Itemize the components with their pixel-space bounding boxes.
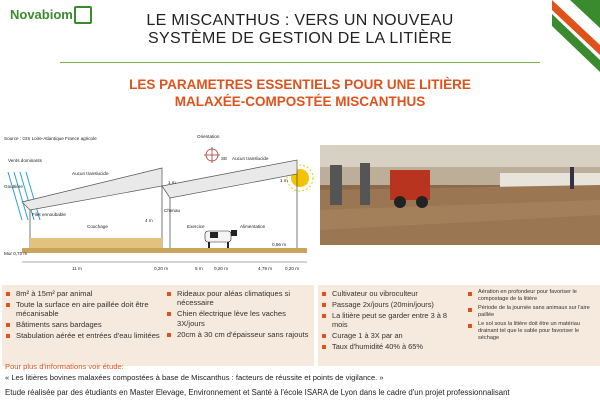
diagram-mur: Mur 0,70 m [4,251,28,256]
subtitle-line-1: LES PARAMETRES ESSENTIELS POUR UNE LITIÈRE [129,77,471,92]
diagram-dim-2: 0,20 m [154,266,169,271]
page-title [95,12,505,48]
diagram-dim-4: 0,20 m [214,266,229,271]
diagram-1m-right: 1 m [280,178,288,183]
title-line-1: LE MISCANTHUS : VERS UN NOUVEAU [146,12,454,29]
list-item: Période de la journée sans animaux sur l'aire paillée [468,305,598,319]
title-line-2: SYSTÈME DE GESTION DE LA LITIÈRE [148,30,452,47]
diagram-dim-3: 5 m [195,266,203,271]
list-item: Passage 2x/jours (20min/jours) [322,300,462,309]
brand-name: Novabiom [10,7,73,22]
diagram-alimentation: Alimentation [240,224,266,229]
list-item: 8m² à 15m² par animal [6,289,161,298]
list-item: Cultivateur ou vibroculteur [322,289,462,298]
diagram-exercice: Exercice [187,224,205,229]
list-item: Stabulation aérée et entrées d'eau limitées [6,331,161,340]
diagram-filet: Filet ennoubable [32,212,66,217]
footer-credit: Etude réalisée par des étudiants en Master Elevage, Environnement et Santé à l'école ISARA de Lyon dans le cadre d'un projet professionnalisant [5,388,510,397]
diagram-translucide-left: Aucun translucide [72,171,109,176]
parameters-box-3 [318,285,466,366]
diagram-source: Source : GIS Loire-Atlantique France agricole [4,136,97,141]
diagram-dim-1: 11 m [72,266,82,271]
diagram-translucide-right: Aucun translucide [232,156,269,161]
barn-diagram [2,130,317,275]
list-item: Aération en profondeur pour favoriser le compostage de la litière [468,289,598,303]
parameters-box-2 [163,285,314,366]
list-item: Bâtiments sans bardages [6,320,161,329]
cow-icon [205,230,237,248]
list-item: Le sol sous la litière doit être un matériau drainant tel que le sable pour favoriser le séchage [468,321,598,342]
brand-logo [4,4,94,26]
list-item: 20cm à 30 cm d'épaisseur sans rajouts [167,330,310,339]
diagram-chenau: Chenau [164,208,181,213]
diagram-056: 0,56 m [272,242,287,247]
compass-label: SE [221,156,228,161]
parameters-box-4 [464,285,600,366]
diagram-dim-5: 4,79 m [258,266,273,271]
list-item: Rideaux pour aléas climatiques si nécessaire [167,289,310,307]
list-item: Curage 1 à 3X par an [322,331,462,340]
more-info-text: « Les litières bovines malaxées compostées à base de Miscanthus : facteurs de réussite et points de vigilance. » [5,373,384,382]
diagram-4m: 4 m [145,218,153,223]
corner-stripes-decoration [552,0,600,90]
diagram-gouttiere: Gouttière [4,184,23,189]
barn-photo [320,145,600,245]
compass-icon [204,147,220,163]
list-item: Chien électrique lève les vaches 3X/jours [167,309,310,327]
list-item: Toute la surface en aire paillée doit être mécanisable [6,300,161,318]
page-subtitle [70,76,530,110]
diagram-vents: Vents dominants [8,158,42,163]
diagram-orientation: Orientation [197,134,220,139]
leaf-icon [74,6,92,24]
title-divider [60,62,540,63]
more-info-label: Pour plus d'informations voir étude: [5,362,124,371]
diagram-1m-left: 1 m [168,180,176,185]
subtitle-line-2: MALAXÉE-COMPOSTÉE MISCANTHUS [174,94,426,109]
diagram-couchage: Couchage [87,224,108,229]
list-item: La litière peut se garder entre 3 à 8 mois [322,311,462,329]
diagram-dim-6: 0,20 m [285,266,300,271]
list-item: Taux d'humidité 40% à 65% [322,342,462,351]
parameters-box-1 [2,285,165,366]
